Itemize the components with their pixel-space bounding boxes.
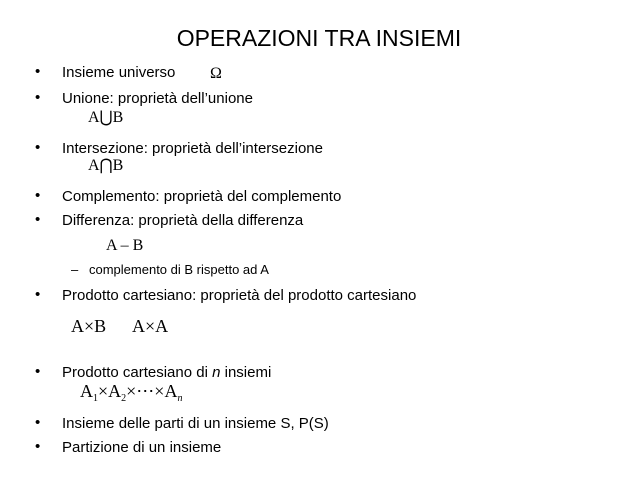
- cartesian-n-italic: n: [212, 364, 221, 381]
- formula-times-dots: ×⋯×: [126, 381, 165, 401]
- formula-sub-1: 1: [93, 393, 98, 404]
- item-universe-text: Insieme universo: [62, 64, 176, 81]
- cartesian-n-formula: [80, 381, 182, 409]
- cartesian-formula-ab: A×B: [71, 316, 107, 336]
- formula-sub-2: 2: [121, 393, 127, 404]
- bullet-marker: •: [35, 63, 41, 80]
- bullet-marker: •: [35, 211, 41, 228]
- item-union-text: Unione: proprietà dell’unione: [62, 90, 253, 107]
- cartesian-formula-aa: A×A: [132, 316, 169, 336]
- item-complement-text: Complemento: proprietà del complemento: [62, 188, 342, 205]
- union-formula: A⋃B: [88, 109, 124, 126]
- item-difference-text: Differenza: proprietà della differenza: [62, 212, 304, 229]
- bullet-marker: •: [35, 414, 41, 431]
- bullet-marker: •: [35, 363, 41, 380]
- formula-a1: A: [80, 381, 93, 401]
- item-cartesian-n-text: [62, 363, 271, 383]
- formula-a2: A: [108, 381, 122, 401]
- item-cartesian-text: Prodotto cartesiano: proprietà del prodotto cartesiano: [62, 287, 417, 304]
- cartesian-n-text-before: Prodotto cartesiano di: [62, 364, 213, 381]
- omega-symbol: Ω: [210, 65, 222, 82]
- difference-formula: A – B: [106, 237, 144, 254]
- item-intersection-text: Intersezione: proprietà dell’intersezione: [62, 140, 323, 157]
- cartesian-n-text-after: insiemi: [220, 364, 272, 381]
- formula-an: A: [164, 381, 178, 401]
- intersection-formula: A⋂B: [88, 157, 124, 174]
- bullet-marker: •: [35, 139, 41, 156]
- formula-times-1: ×: [98, 381, 109, 401]
- item-partition-text: Partizione di un insieme: [62, 439, 222, 456]
- slide-title: OPERAZIONI TRA INSIEMI: [176, 25, 462, 51]
- formula-sub-n: n: [177, 393, 183, 404]
- sub-bullet-dash: –: [71, 262, 79, 277]
- bullet-marker: •: [35, 89, 41, 106]
- bullet-marker: •: [35, 286, 41, 303]
- bullet-marker: •: [35, 438, 41, 455]
- difference-subitem-text: complemento di B rispetto ad A: [89, 262, 269, 277]
- item-power-set-text: Insieme delle parti di un insieme S, P(S): [62, 415, 329, 432]
- bullet-marker: •: [35, 187, 41, 204]
